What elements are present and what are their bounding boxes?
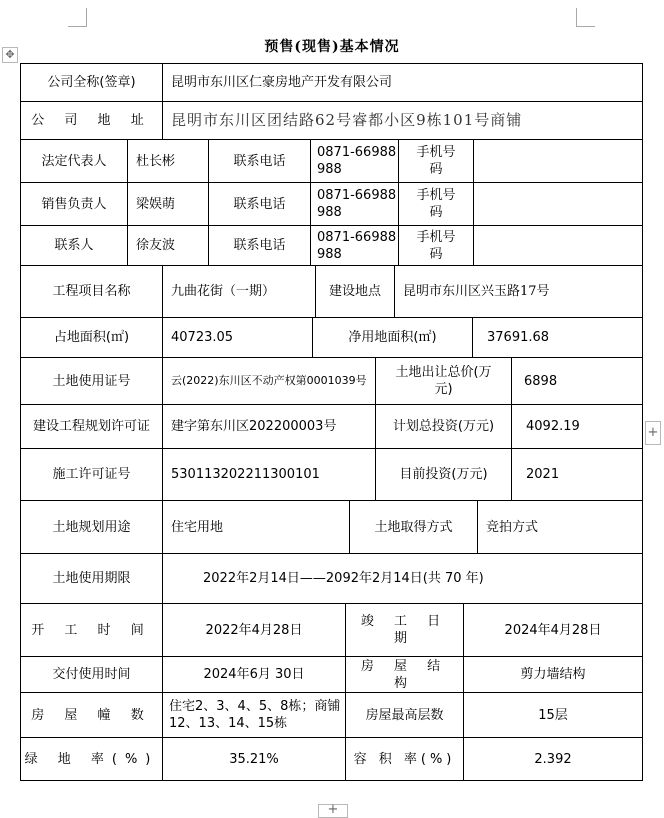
cur-invest-value[interactable]: 2021 — [511, 449, 642, 500]
site-value[interactable]: 昆明市东川区兴玉路17号 — [394, 266, 642, 317]
mobile-value[interactable] — [473, 226, 642, 265]
area-value[interactable]: 40723.05 — [162, 318, 312, 357]
structure-label: 房 屋 结 构 — [345, 657, 463, 692]
info-table — [20, 63, 643, 781]
person-name[interactable]: 梁娱萌 — [127, 183, 208, 225]
buildings-value[interactable]: 住宅2、3、4、5、8栋；商铺12、13、14、15栋 — [162, 693, 345, 737]
net-area-label: 净用地面积(㎡) — [312, 318, 472, 357]
period-label: 土地使用期限 — [52, 571, 131, 586]
company-address-value[interactable]: 昆明市东川区团结路62号睿都小区9栋101号商铺 — [162, 102, 642, 139]
person-role: 法定代表人 — [41, 153, 107, 169]
project-name-value[interactable]: 九曲花街（一期） — [162, 266, 315, 317]
phone-label: 联系电话 — [208, 226, 310, 265]
phone-label: 联系电话 — [208, 183, 310, 225]
table-row — [20, 101, 643, 139]
mobile-value[interactable] — [473, 140, 642, 182]
max-floor-value[interactable]: 15层 — [463, 693, 642, 737]
deliver-value[interactable]: 2024年6月 30日 — [162, 657, 345, 692]
area-label: 占地面积(㎡) — [53, 330, 130, 345]
mobile-label: 手机号码 — [398, 226, 473, 265]
table-row — [20, 317, 643, 357]
net-area-value[interactable]: 37691.68 — [472, 318, 642, 357]
site-label: 建设地点 — [315, 266, 394, 317]
page-corner-top-left — [68, 8, 87, 27]
table-row — [20, 63, 643, 101]
table-row — [20, 357, 643, 404]
start-value[interactable]: 2022年4月28日 — [162, 604, 345, 656]
land-price-label: 土地出让总价(万元) — [375, 358, 511, 404]
table-move-handle[interactable]: ✥ — [2, 47, 18, 63]
table-row — [20, 553, 643, 603]
land-cert-label: 土地使用证号 — [52, 373, 131, 389]
mobile-label: 手机号码 — [398, 140, 473, 182]
acquire-value[interactable]: 竞拍方式 — [477, 501, 642, 553]
page-corner-top-right — [576, 8, 595, 27]
green-value[interactable]: 35.21% — [162, 738, 345, 780]
mobile-value[interactable] — [473, 183, 642, 225]
table-row — [20, 225, 643, 265]
phone-label: 联系电话 — [208, 140, 310, 182]
structure-value[interactable]: 剪力墙结构 — [463, 657, 642, 692]
phone-value[interactable]: 0871-66988988 — [310, 140, 398, 182]
land-use-value[interactable]: 住宅用地 — [162, 501, 349, 553]
table-row — [20, 265, 643, 317]
cur-invest-label: 目前投资(万元) — [375, 449, 511, 500]
buildings-label: 房 屋 幢 数 — [31, 707, 152, 723]
plan-permit-value[interactable]: 建字第东川区202200003号 — [162, 405, 375, 448]
start-label: 开 工 时 间 — [31, 622, 152, 638]
far-value[interactable]: 2.392 — [463, 738, 642, 780]
person-name[interactable]: 徐友波 — [127, 226, 208, 265]
finish-value[interactable]: 2024年4月28日 — [463, 604, 642, 656]
phone-value[interactable]: 0871-66988988 — [310, 183, 398, 225]
person-name[interactable]: 杜长彬 — [127, 140, 208, 182]
person-role: 销售负责人 — [41, 196, 107, 212]
page-title: 预售(现售)基本情况 — [264, 39, 400, 55]
land-price-value[interactable]: 6898 — [511, 358, 642, 404]
table-row — [20, 448, 643, 500]
add-column-button[interactable]: + — [645, 421, 661, 445]
person-role: 联系人 — [54, 238, 94, 253]
plan-permit-label: 建设工程规划许可证 — [32, 419, 150, 434]
company-name-value[interactable]: 昆明市东川区仁豪房地产开发有限公司 — [162, 64, 642, 101]
green-label: 绿 地 率(%) — [24, 751, 159, 767]
table-row — [20, 182, 643, 225]
acquire-label: 土地取得方式 — [349, 501, 477, 553]
deliver-label: 交付使用时间 — [52, 667, 131, 682]
land-use-label: 土地规划用途 — [52, 519, 131, 535]
table-row — [20, 692, 643, 737]
plan-invest-label: 计划总投资(万元) — [375, 405, 511, 448]
mobile-label: 手机号码 — [398, 183, 473, 225]
phone-value[interactable]: 0871-66988988 — [310, 226, 398, 265]
period-value[interactable]: 2022年2月14日——2092年2月14日(共 70 年) — [162, 554, 642, 603]
far-label: 容 积 率(%) — [345, 738, 463, 780]
company-name-label: 公司全称(签章) — [47, 75, 136, 90]
add-row-button[interactable]: + — [318, 804, 348, 818]
finish-label: 竣 工 日 期 — [345, 604, 463, 656]
land-cert-value[interactable]: 云(2022)东川区不动产权第0001039号 — [162, 358, 375, 404]
max-floor-label: 房屋最高层数 — [345, 693, 463, 737]
table-row — [20, 656, 643, 692]
build-permit-label: 施工许可证号 — [52, 467, 131, 482]
project-name-label: 工程项目名称 — [52, 284, 131, 299]
table-row — [20, 500, 643, 553]
table-row — [20, 737, 643, 781]
table-row — [20, 603, 643, 656]
build-permit-value[interactable]: 530113202211300101 — [162, 449, 375, 500]
company-address-label: 公 司 地 址 — [31, 113, 152, 128]
plan-invest-value[interactable]: 4092.19 — [511, 405, 642, 448]
table-row — [20, 139, 643, 182]
table-row — [20, 404, 643, 448]
